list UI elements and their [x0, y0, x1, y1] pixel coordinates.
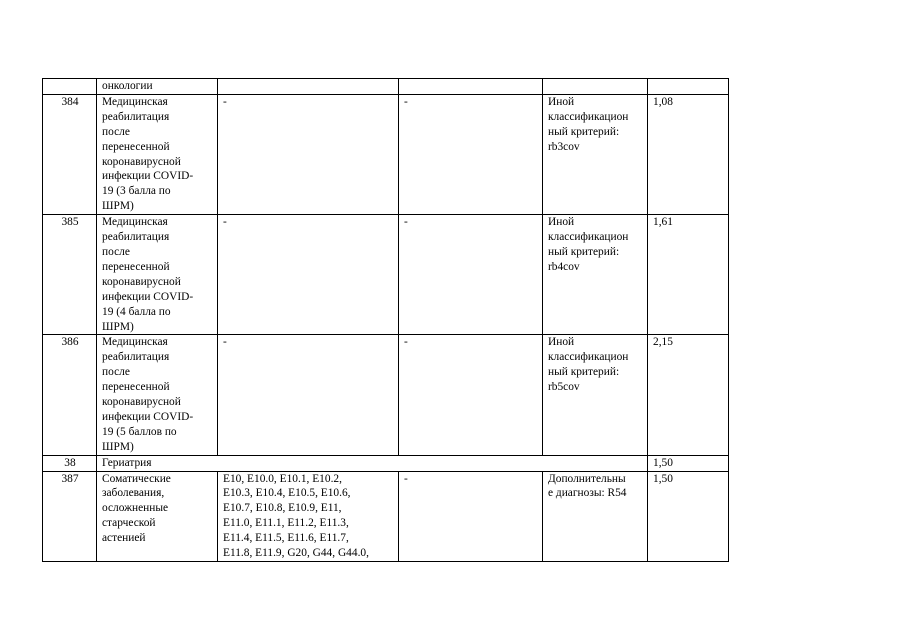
row-codes-cell: - [218, 94, 399, 214]
row-coefficient-cell: 1,61 [648, 215, 729, 335]
profile-name-cell: Гериатрия [97, 455, 648, 471]
row-codes-cell [218, 79, 399, 95]
row-criterion-cell: Иной классификацион ный критерий: rb5cov [543, 335, 648, 455]
row-codes-cell: - [218, 335, 399, 455]
table-row [43, 471, 729, 561]
row-criterion-cell: Дополнительны е диагнозы: R54 [543, 471, 648, 561]
row-name-cell: Медицинская реабилитация после перенесенной коронавирусной инфекции COVID- 19 (3 балла по ШРМ) [97, 94, 218, 214]
row-codes2-cell [399, 79, 543, 95]
row-codes-cell: - [218, 215, 399, 335]
row-name-cell: Медицинская реабилитация после перенесенной коронавирусной инфекции COVID- 19 (4 балла по ШРМ) [97, 215, 218, 335]
row-name-cell: онкологии [97, 79, 218, 95]
table-row [43, 335, 729, 455]
profile-row [43, 455, 729, 471]
row-name-cell: Медицинская реабилитация после перенесенной коронавирусной инфекции COVID- 19 (5 баллов по ШРМ) [97, 335, 218, 455]
table-row [43, 94, 729, 214]
row-coefficient-cell: 1,08 [648, 94, 729, 214]
row-criterion-cell: Иной классификацион ный критерий: rb3cov [543, 94, 648, 214]
row-codes2-cell: - [399, 335, 543, 455]
row-coefficient-cell: 2,15 [648, 335, 729, 455]
row-coefficient-cell [648, 79, 729, 95]
row-criterion-cell: Иной классификацион ный критерий: rb4cov [543, 215, 648, 335]
row-codes2-cell: - [399, 94, 543, 214]
profile-number-cell: 38 [43, 455, 97, 471]
tariff-table [42, 78, 729, 562]
row-number-cell: 385 [43, 215, 97, 335]
table-row [43, 215, 729, 335]
table-row [43, 79, 729, 95]
profile-coefficient-cell: 1,50 [648, 455, 729, 471]
row-codes-cell: E10, E10.0, E10.1, E10.2, E10.3, E10.4, E10.5, E10.6, E10.7, E10.8, E10.9, E11, E11.0, E11.1, E11.2, E11.3, E11.4, E11.5, E11.6, E11.7, E11.8, E11.9, G20, G44, G44.0, [218, 471, 399, 561]
row-number-cell: 386 [43, 335, 97, 455]
row-number-cell: 387 [43, 471, 97, 561]
row-coefficient-cell: 1,50 [648, 471, 729, 561]
row-codes2-cell: - [399, 215, 543, 335]
row-number-cell: 384 [43, 94, 97, 214]
row-number-cell [43, 79, 97, 95]
row-name-cell: Соматические заболевания, осложненные старческой астенией [97, 471, 218, 561]
row-codes2-cell: - [399, 471, 543, 561]
row-criterion-cell [543, 79, 648, 95]
